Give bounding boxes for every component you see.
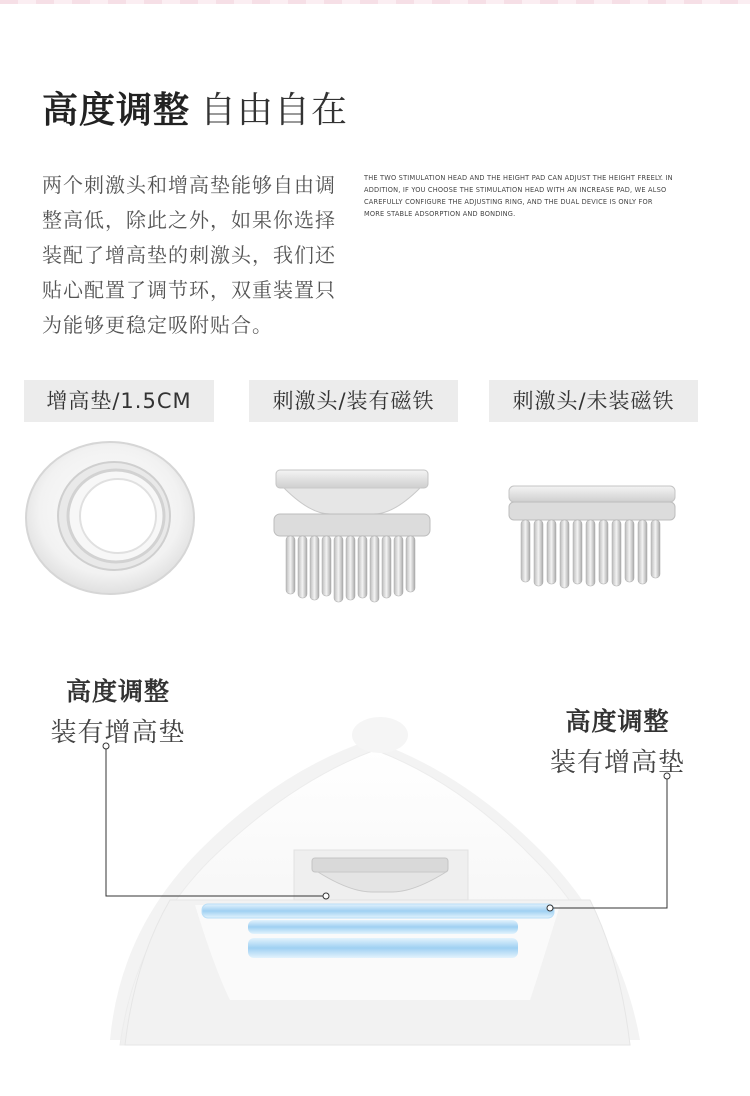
callout-left-subtitle: 装有增高垫: [50, 718, 186, 748]
label-height-pad: 增高垫/1.5CM: [24, 380, 214, 422]
callout-right-subtitle: 装有增高垫: [549, 748, 685, 778]
title-sub: 自由自在: [200, 90, 349, 131]
height-pad-ring-image: [22, 438, 202, 603]
label-head-no-magnet: 刺激头/未装磁铁: [489, 380, 698, 422]
callout-right: [545, 702, 690, 779]
callout-right-title: 高度调整: [565, 707, 670, 736]
callout-left-title: 高度调整: [65, 677, 170, 706]
description-en: THE TWO STIMULATION HEAD AND THE HEIGHT PAD CAN ADJUST THE HEIGHT FREELY. IN ADDITION, IF YOU CHOOSE THE STIMULATION HEAD WITH AN INCREASE PAD, WE ALSO CAREFULLY CONFIGURE THE ADJUSTING RING, AND THE DUAL DEVICE IS ONLY FOR MORE STABLE ADSORPTION AND BONDING.: [364, 174, 673, 218]
stimulation-head-no-magnet-image: [505, 480, 680, 592]
page-title: [42, 82, 348, 133]
title-main: 高度调整: [42, 90, 191, 131]
top-decor-line: [0, 0, 750, 4]
callout-left: [48, 672, 188, 749]
description-cn: 两个刺激头和增高垫能够自由调整高低，除此之外，如果你选择装配了增高垫的刺激头，我们还贴心配置了调节环，双重装置只为能够更稳定吸附贴合。: [42, 173, 336, 337]
label-head-magnet: 刺激头/装有磁铁: [249, 380, 458, 422]
stimulation-head-magnet-image: [270, 462, 435, 607]
